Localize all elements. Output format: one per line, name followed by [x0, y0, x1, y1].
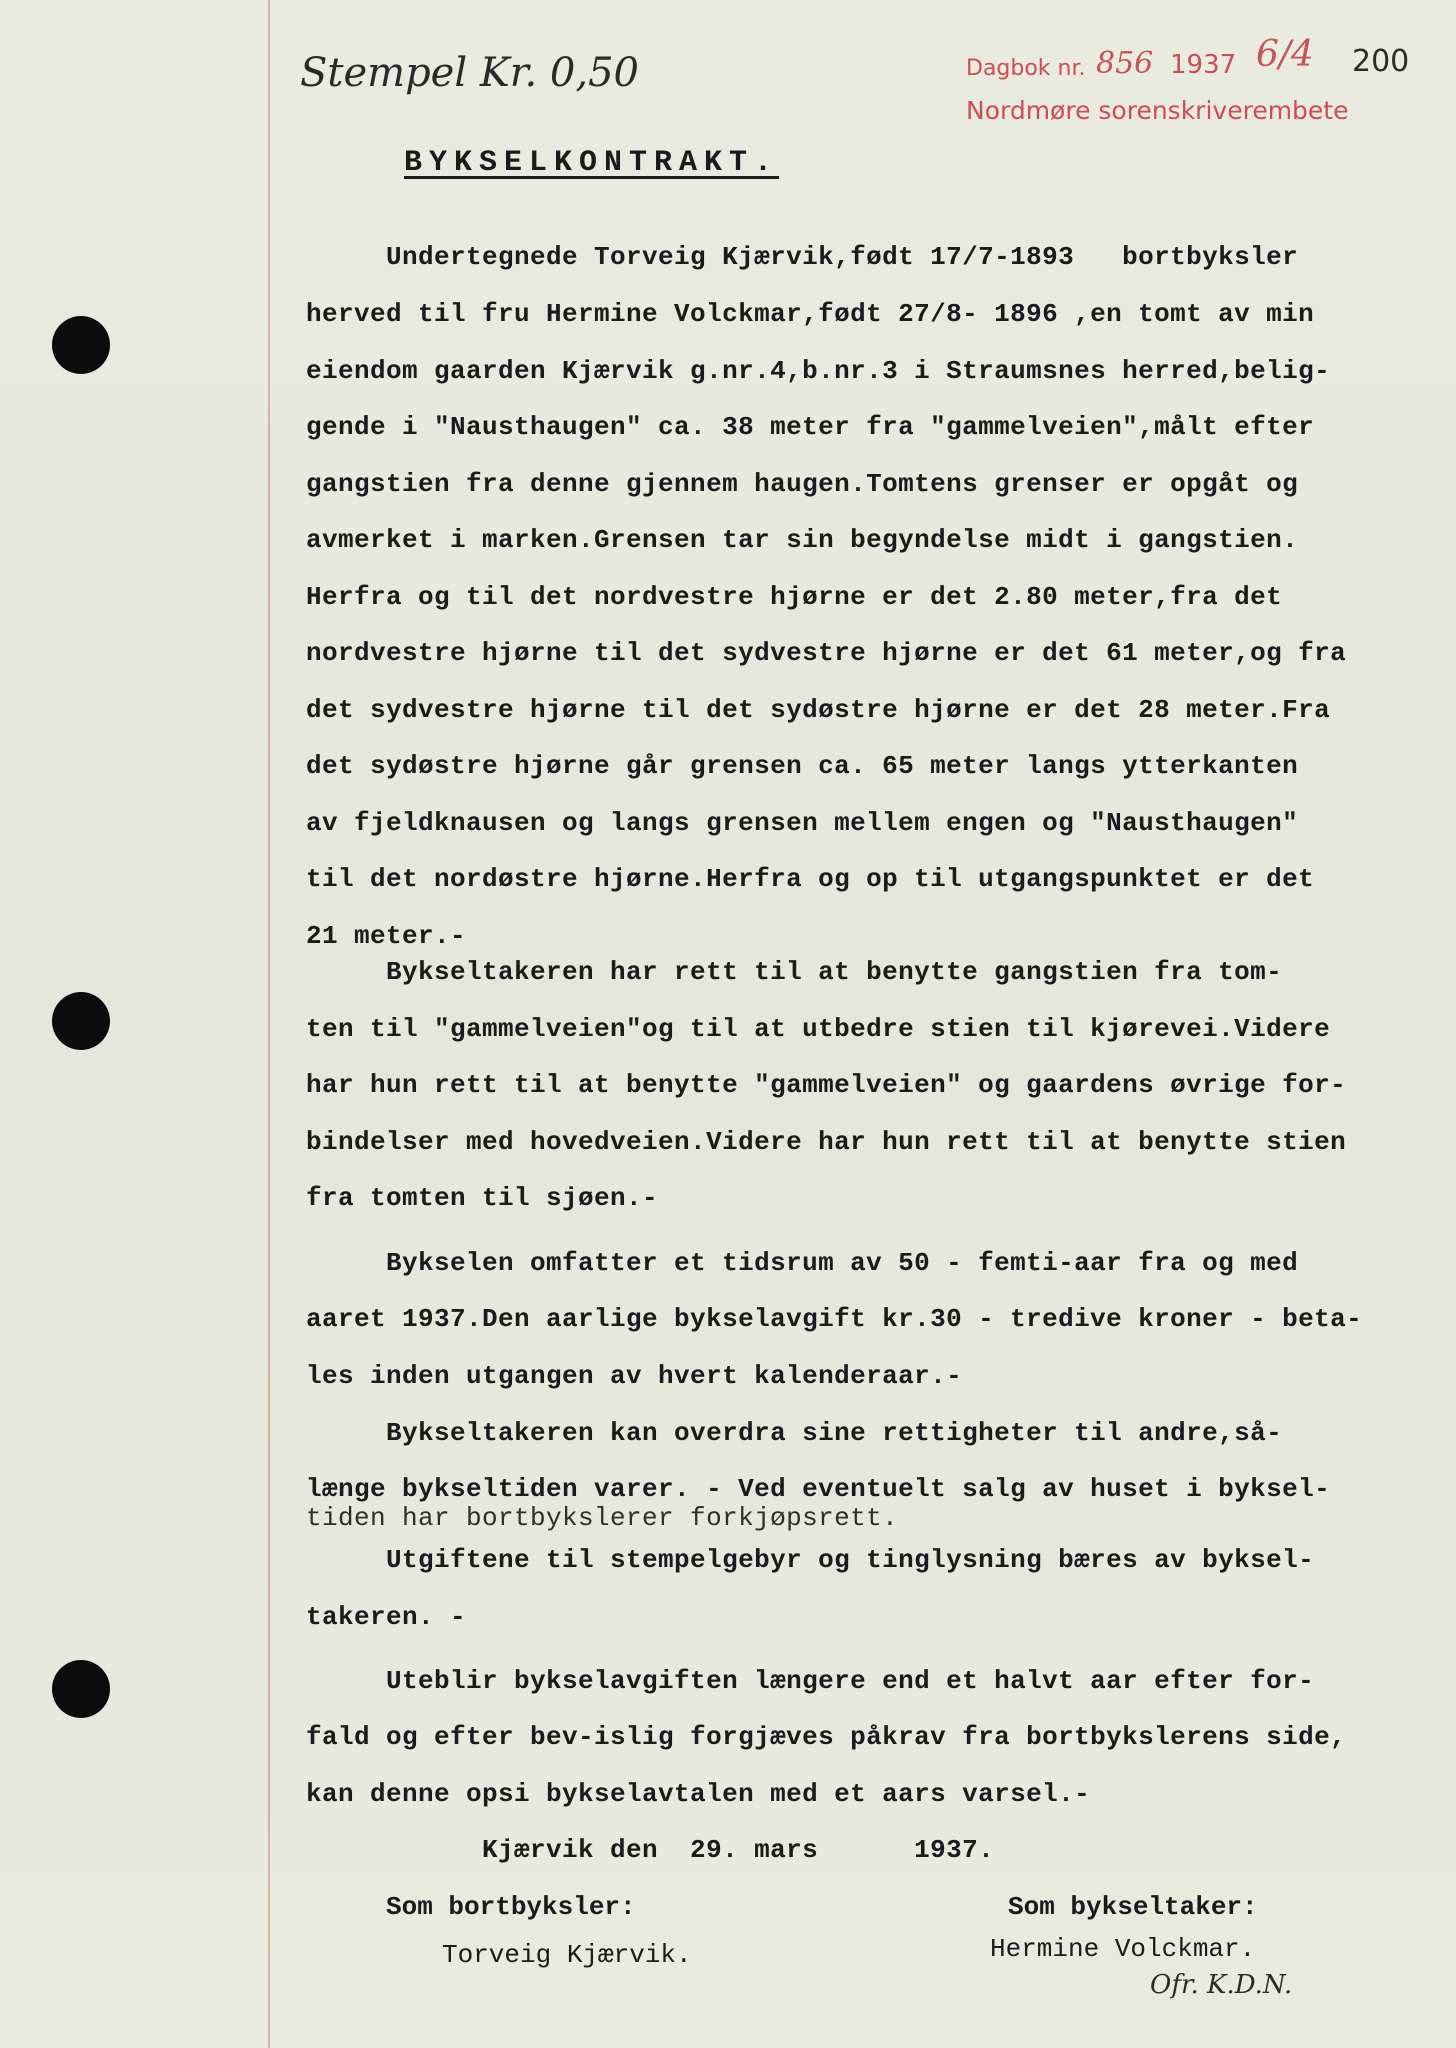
punch-hole [52, 992, 110, 1050]
body-line: Bykselen omfatter et tidsrum av 50 - femti-aar fra og med [306, 1248, 1299, 1278]
lessee-label: Som bykseltaker: [1008, 1892, 1258, 1922]
body-line: les inden utgangen av hvert kalenderaar.- [306, 1361, 963, 1391]
body-line: længe bykseltiden varer. - Ved eventuelt salg av huset i byksel- [306, 1474, 1331, 1504]
lessee-name: Hermine Volckmar. [990, 1934, 1256, 1964]
body-line: av fjeldknausen og langs grensen mellem engen og "Nausthaugen" [306, 808, 1299, 838]
stamp-label: Dagbok nr. [966, 56, 1086, 81]
stamp-office: Nordmøre sorenskriverembete [966, 96, 1349, 125]
body-line: nordvestre hjørne til det sydvestre hjørne er det 61 meter,og fra [306, 638, 1347, 668]
body-line: tiden har bortbykslerer forkjøpsrett. [306, 1503, 899, 1533]
body-line: til det nordøstre hjørne.Herfra og op til utgangspunktet er det [306, 864, 1315, 894]
punch-hole [52, 1660, 110, 1718]
body-line: fald og efter bev-islig forgjæves påkrav fra bortbykslerens side, [306, 1722, 1347, 1752]
body-line: takeren. - [306, 1602, 467, 1632]
body-line: Uteblir bykselavgiften længere end et halvt aar efter for- [306, 1666, 1315, 1696]
margin-note: Stempel Kr. 0,50 [300, 50, 639, 96]
body-line: har hun rett til at benytte "gammelveien" og gaardens øvrige for- [306, 1070, 1347, 1100]
margin-rule [268, 0, 270, 2048]
body-line: gende i "Nausthaugen" ca. 38 meter fra "gammelveien",målt efter [306, 412, 1315, 442]
body-line: Bykseltakeren kan overdra sine rettigheter til andre,så- [306, 1418, 1283, 1448]
lessor-label: Som bortbyksler: [386, 1892, 636, 1922]
lessor-name: Torveig Kjærvik. [442, 1940, 692, 1970]
body-line: fra tomten til sjøen.- [306, 1183, 659, 1213]
body-line: aaret 1937.Den aarlige bykselavgift kr.30 - tredive kroner - beta- [306, 1304, 1363, 1334]
stamp-number: 856 [1096, 46, 1154, 81]
body-line: Bykseltakeren har rett til at benytte gangstien fra tom- [306, 957, 1283, 987]
body-line: Herfra og til det nordvestre hjørne er det 2.80 meter,fra det [306, 582, 1283, 612]
body-line: 21 meter.- [306, 921, 467, 951]
body-line: det sydøstre hjørne går grensen ca. 65 meter langs ytterkanten [306, 751, 1299, 781]
body-line: Utgiftene til stempelgebyr og tinglysning bæres av byksel- [306, 1545, 1315, 1575]
body-line: Undertegnede Torveig Kjærvik,født 17/7-1893 bortbyksler [306, 242, 1299, 272]
lessee-initials: Ofr. K.D.N. [1150, 1970, 1293, 2000]
body-line: bindelser med hovedveien.Videre har hun rett til at benytte stien [306, 1127, 1347, 1157]
body-line: gangstien fra denne gjennem haugen.Tomtens grenser er opgåt og [306, 469, 1299, 499]
body-line: eiendom gaarden Kjærvik g.nr.4,b.nr.3 i Straumsnes herred,belig- [306, 356, 1331, 386]
document-title: BYKSELKONTRAKT. [404, 146, 780, 180]
date-line: Kjærvik den 29. mars 1937. [306, 1835, 995, 1865]
body-line: det sydvestre hjørne til det sydøstre hjørne er det 28 meter.Fra [306, 695, 1331, 725]
body-line: avmerket i marken.Grensen tar sin begyndelse midt i gangstien. [306, 525, 1299, 555]
page-number: 200 [1352, 44, 1410, 79]
body-line: herved til fru Hermine Volckmar,født 27/8- 1896 ,en tomt av min [306, 299, 1315, 329]
stamp-date: 6/4 [1256, 34, 1314, 75]
punch-hole [52, 316, 110, 374]
stamp-year: 1937 [1170, 50, 1237, 80]
body-line: ten til "gammelveien"og til at utbedre stien til kjørevei.Videre [306, 1014, 1331, 1044]
body-line: kan denne opsi bykselavtalen med et aars varsel.- [306, 1779, 1091, 1809]
